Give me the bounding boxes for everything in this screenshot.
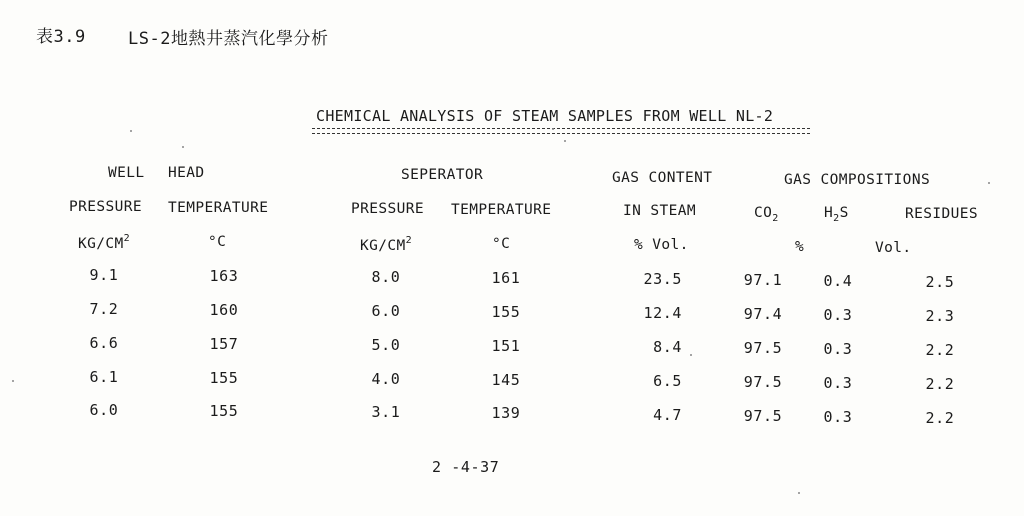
cell-well-pressure: 9.1 [89, 266, 119, 284]
header-h2s: $H_2S$ [824, 205, 849, 224]
header-well-temperature: TEMPERATURE [168, 200, 269, 216]
cell-co2: 97.5 [743, 373, 783, 391]
cell-gas-content: 8.4 [653, 338, 682, 356]
header-seperator: SEPERATOR [401, 167, 484, 183]
cell-co2: 97.4 [743, 305, 783, 323]
header-well-pressure: PRESSURE [69, 199, 143, 215]
cell-residues: 2.2 [925, 409, 955, 427]
cell-well-temp: 160 [209, 301, 239, 319]
cell-co2: 97.1 [743, 271, 783, 289]
table-caption: LS-2地熱井蒸汽化學分析 [128, 29, 329, 49]
cell-sep-pressure: 8.0 [371, 268, 401, 286]
cell-sep-pressure: 4.0 [371, 370, 401, 388]
header-well-temp-unit: °C [208, 234, 227, 250]
scan-speck [12, 380, 14, 382]
scan-speck [130, 130, 132, 132]
scan-speck [564, 140, 566, 142]
cell-residues: 2.2 [925, 375, 955, 393]
cell-well-pressure: 6.0 [89, 401, 119, 419]
cell-gas-content: 12.4 [643, 304, 682, 322]
cell-h2s: 0.3 [823, 374, 853, 392]
cell-well-temp: 157 [209, 335, 239, 353]
cell-sep-temp: 139 [491, 404, 521, 422]
header-well-pressure-unit: $KG/CM^2$ [78, 233, 131, 252]
header-gas-compositions: GAS COMPOSITIONS [784, 172, 931, 188]
header-sep-temp-unit: °C [492, 236, 511, 252]
cell-residues: 2.3 [925, 307, 955, 325]
header-sep-pressure-unit: $KG/CM^2$ [360, 235, 413, 254]
header-head: HEAD [168, 165, 205, 181]
header-residues: RESIDUES [905, 206, 979, 222]
title-double-underline [312, 128, 810, 134]
cell-h2s: 0.3 [823, 408, 853, 426]
cell-h2s: 0.3 [823, 340, 853, 358]
cell-h2s: 0.3 [823, 306, 853, 324]
header-in-steam: IN STEAM [623, 203, 697, 219]
cell-h2s: 0.4 [823, 272, 853, 290]
header-well: WELL [108, 165, 145, 181]
table-number: 表3.9 [36, 27, 86, 47]
header-gas-content-unit: % Vol. [634, 237, 689, 253]
cell-well-pressure: 6.1 [89, 368, 119, 386]
cell-gas-content: 4.7 [653, 406, 682, 424]
cell-sep-pressure: 6.0 [371, 302, 401, 320]
cell-well-pressure: 6.6 [89, 334, 119, 352]
header-composition-unit-pct: % [795, 239, 805, 255]
header-gas-content: GAS CONTENT [612, 170, 713, 186]
cell-co2: 97.5 [743, 339, 783, 357]
cell-sep-temp: 151 [491, 337, 521, 355]
cell-sep-pressure: 3.1 [371, 403, 401, 421]
document-title: CHEMICAL ANALYSIS OF STEAM SAMPLES FROM WELL NL-2 [316, 107, 774, 125]
cell-well-temp: 163 [209, 267, 239, 285]
header-sep-pressure: PRESSURE [351, 201, 425, 217]
header-co2: $CO_2$ [754, 205, 779, 224]
cell-sep-temp: 161 [491, 269, 521, 287]
page-number: 2 -4-37 [432, 458, 500, 476]
scan-speck [798, 492, 800, 494]
header-sep-temperature: TEMPERATURE [451, 202, 552, 218]
header-composition-unit-vol: Vol. [875, 240, 912, 256]
cell-well-pressure: 7.2 [89, 300, 119, 318]
scan-speck [182, 146, 184, 148]
cell-gas-content: 6.5 [653, 372, 682, 390]
cell-well-temp: 155 [209, 402, 239, 420]
cell-sep-pressure: 5.0 [371, 336, 401, 354]
scan-speck [552, 128, 554, 130]
cell-residues: 2.5 [925, 273, 955, 291]
scan-speck [690, 354, 692, 356]
cell-sep-temp: 145 [491, 371, 521, 389]
cell-co2: 97.5 [743, 407, 783, 425]
cell-well-temp: 155 [209, 369, 239, 387]
scan-speck [988, 182, 990, 184]
cell-gas-content: 23.5 [643, 270, 682, 288]
cell-residues: 2.2 [925, 341, 955, 359]
cell-sep-temp: 155 [491, 303, 521, 321]
